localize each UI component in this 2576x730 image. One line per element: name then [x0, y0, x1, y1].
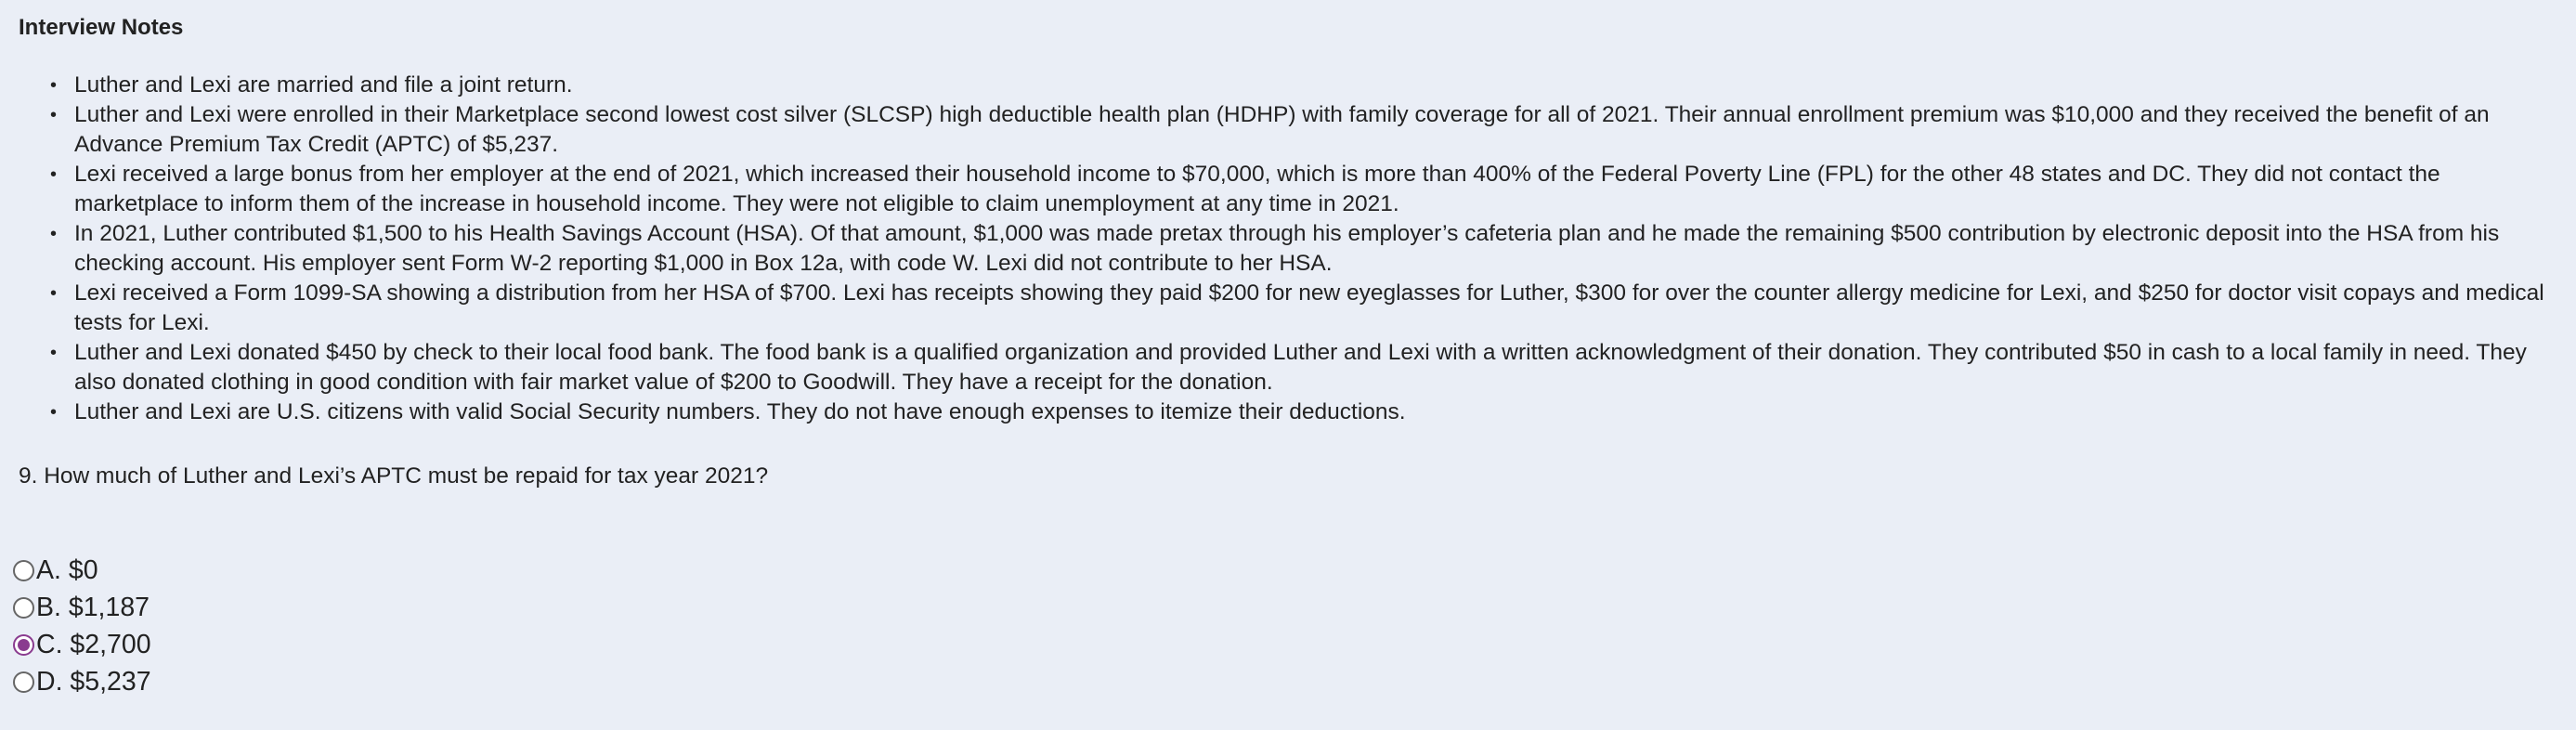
choice-b-label[interactable]: B. $1,187: [36, 593, 150, 622]
bullet-icon: •: [50, 402, 58, 423]
list-item: [50, 100, 2563, 160]
note-text: Luther and Lexi are married and file a joint return.: [74, 72, 573, 98]
choice-d-label[interactable]: D. $5,237: [36, 667, 151, 697]
note-text: In 2021, Luther contributed $1,500 to his Health Savings Account (HSA). Of that amount, $1,000 was made pretax through his employer’s cafeteria plan and he made the remaining $500 contribution by electronic deposit into the HSA from his checking account. His employer sent Form W-2 reporting $1,000 in Box 12a, with code W. Lexi did not contribute to her HSA.: [74, 221, 2500, 276]
list-item: [50, 338, 2563, 398]
bullet-icon: •: [50, 343, 58, 363]
list-item: [50, 279, 2563, 338]
page-title: Interview Notes: [19, 15, 184, 40]
list-item: [50, 71, 2563, 100]
choice-d[interactable]: [13, 663, 151, 700]
choice-c[interactable]: [13, 626, 151, 663]
note-text: Luther and Lexi were enrolled in their Marketplace second lowest cost silver (SLCSP) high deductible health plan (HDHP) with family coverage for all of 2021. Their annual enrollment premium was $10,000 and they received the benefit of an Advance Premium Tax Credit (APTC) of $5,237.: [74, 102, 2490, 157]
radio-button-a[interactable]: [13, 560, 34, 581]
list-item: [50, 219, 2563, 279]
question-text: 9. How much of Luther and Lexi’s APTC must be repaid for tax year 2021?: [19, 463, 769, 489]
list-item: [50, 398, 2563, 427]
radio-button-c[interactable]: [13, 634, 34, 656]
answer-choices: [13, 552, 151, 700]
radio-button-d[interactable]: [13, 671, 34, 693]
bullet-icon: •: [50, 105, 58, 125]
choice-a-label[interactable]: A. $0: [36, 555, 98, 585]
interview-notes-list: [0, 71, 2563, 427]
choice-b[interactable]: [13, 589, 151, 626]
bullet-icon: •: [50, 164, 58, 185]
radio-button-b[interactable]: [13, 597, 34, 619]
list-item: [50, 160, 2563, 219]
choice-c-label[interactable]: C. $2,700: [36, 630, 151, 659]
note-text: Lexi received a Form 1099-SA showing a distribution from her HSA of $700. Lexi has receipts showing they paid $200 for new eyeglasses for Luther, $300 for over the counter allergy medicine for Lexi, and $250 for doctor visit copays and medical tests for Lexi.: [74, 280, 2544, 335]
bullet-icon: •: [50, 283, 58, 304]
note-text: Luther and Lexi donated $450 by check to their local food bank. The food bank is a qualified organization and provided Luther and Lexi with a written acknowledgment of their donation. They contributed $50 in cash to a local family in need. They also donated clothing in good condition with fair market value of $200 to Goodwill. They have a receipt for the donation.: [74, 340, 2527, 395]
bullet-icon: •: [50, 224, 58, 244]
note-text: Lexi received a large bonus from her employer at the end of 2021, which increased their household income to $70,000, which is more than 400% of the Federal Poverty Line (FPL) for the other 48 states and DC. They did not contact the marketplace to inform them of the increase in household income. They were not eligible to claim unemployment at any time in 2021.: [74, 162, 2440, 216]
choice-a[interactable]: [13, 552, 151, 589]
note-text: Luther and Lexi are U.S. citizens with valid Social Security numbers. They do not have enough expenses to itemize their deductions.: [74, 399, 1406, 424]
bullet-icon: •: [50, 75, 58, 96]
